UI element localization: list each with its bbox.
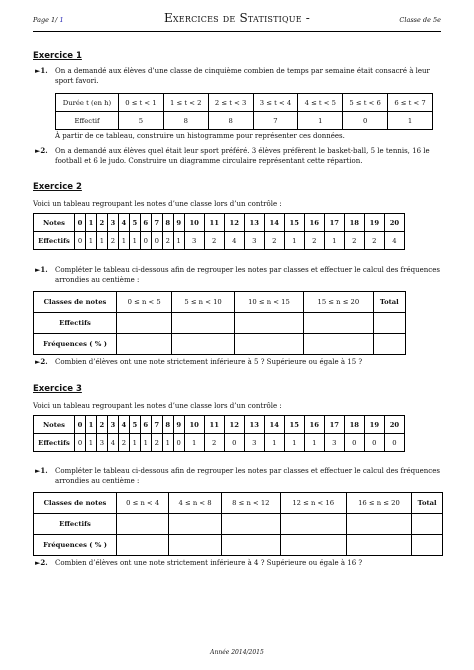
ex1-q1-text: On a demandé aux élèves d’une classe de cinquième combien de temps par semaine était consacré à leur sport favori.: [55, 67, 430, 85]
ex3-intro: Voici un tableau regroupant les notes d’une classe lors d’un contrôle :: [33, 402, 282, 410]
answer-cell[interactable]: [221, 535, 280, 556]
table-cell: 4: [118, 214, 129, 232]
table-cell: 1: [85, 214, 96, 232]
table-cell: 1: [284, 434, 304, 452]
table-header-cell: 16 ≤ n ≤ 20: [346, 493, 412, 514]
table-cell: 13: [244, 416, 264, 434]
table-cell: 1: [388, 112, 433, 130]
table-cell: 5: [119, 112, 164, 130]
table-cell: 7: [151, 214, 162, 232]
table-cell: 4: [118, 416, 129, 434]
table-cell: 3: [244, 434, 264, 452]
table-row: [34, 232, 405, 250]
ex1-effectif-row: [56, 112, 433, 130]
table-cell: 2: [304, 232, 324, 250]
table-cell: 11: [204, 416, 224, 434]
table-header-cell: 8 ≤ n < 12: [221, 493, 280, 514]
ex1-duration-table: [55, 93, 433, 130]
table-cell: 0: [75, 232, 86, 250]
table-cell: 2: [118, 434, 129, 452]
ex1-q1-marker: ►1.: [35, 66, 48, 75]
table-cell: 2: [107, 232, 118, 250]
table-cell: 1: [85, 416, 96, 434]
answer-cell[interactable]: [117, 535, 169, 556]
table-cell: 20: [384, 214, 404, 232]
table-row: [34, 334, 406, 355]
table-cell: 9: [173, 214, 184, 232]
table-cell: 2: [204, 434, 224, 452]
table-cell: 2: [162, 232, 173, 250]
table-cell: 1: [118, 232, 129, 250]
table-cell: 19: [364, 416, 384, 434]
table-cell: 5 ≤ t < 6: [343, 94, 388, 112]
table-cell: 2: [96, 416, 107, 434]
table-cell: 4 ≤ t < 5: [298, 94, 343, 112]
page-total-link[interactable]: 1: [59, 16, 64, 24]
ex3-q2-marker: ►2.: [35, 558, 48, 567]
table-header-cell: 15 ≤ n ≤ 20: [304, 292, 373, 313]
table-row: [34, 214, 405, 232]
table-cell: 1: [85, 232, 96, 250]
table-cell: 0: [140, 232, 151, 250]
table-cell: 1: [129, 232, 140, 250]
table-cell: 2: [364, 232, 384, 250]
table-header-row: [34, 292, 406, 313]
table-header-cell: 4 ≤ n < 8: [169, 493, 221, 514]
answer-cell[interactable]: [280, 535, 346, 556]
header-rule: [33, 31, 441, 32]
ex1-after-table-text: À partir de ce tableau, construire un histogramme pour représenter ces données.: [55, 132, 345, 140]
table-cell: 1: [324, 232, 344, 250]
row-label: Fréquences ( % ): [34, 535, 117, 556]
table-cell: 7: [151, 416, 162, 434]
table-cell: 5: [129, 214, 140, 232]
ex3-classes-table: [33, 492, 443, 556]
table-cell: 0 ≤ t < 1: [119, 94, 164, 112]
ex2-notes-table: [33, 213, 405, 250]
answer-cell[interactable]: [373, 313, 405, 334]
table-cell: 3: [107, 416, 118, 434]
table-cell: 15: [284, 214, 304, 232]
table-cell: 3: [96, 434, 107, 452]
answer-cell[interactable]: [234, 334, 303, 355]
document-title: Exercices de Statistique -: [163, 11, 311, 25]
ex2-q1-text: Compléter le tableau ci-dessous afin de regrouper les notes par classes et effectuer le calcul des fréquences arrondies au centième :: [55, 266, 440, 284]
table-cell: 8: [163, 112, 208, 130]
page-header: [33, 10, 441, 28]
table-cell: 0: [224, 434, 244, 452]
answer-cell[interactable]: [172, 334, 234, 355]
answer-cell[interactable]: [172, 313, 234, 334]
table-header-cell: 0 ≤ n < 5: [117, 292, 172, 313]
table-cell: 14: [264, 416, 284, 434]
table-cell: 6: [140, 214, 151, 232]
table-cell: 16: [304, 416, 324, 434]
table-cell: 18: [344, 214, 364, 232]
table-header-cell: 5 ≤ n < 10: [172, 292, 234, 313]
table-cell: 2: [151, 434, 162, 452]
answer-cell[interactable]: [117, 334, 172, 355]
ex1-q2-marker: ►2.: [35, 146, 48, 155]
answer-cell[interactable]: [304, 313, 373, 334]
table-cell: 3: [244, 232, 264, 250]
table-cell: 6: [140, 416, 151, 434]
table-header-cell: Total: [373, 292, 405, 313]
row-label: Effectifs: [34, 313, 117, 334]
ex2-q2-text: Combien d’élèves ont une note strictement inférieure à 5 ? Supérieure ou égale à 15 ?: [55, 358, 363, 366]
answer-cell[interactable]: [117, 514, 169, 535]
ex3-q1-marker: ►1.: [35, 466, 48, 475]
table-cell: 2: [344, 232, 364, 250]
answer-cell[interactable]: [117, 313, 172, 334]
answer-cell[interactable]: [234, 313, 303, 334]
table-cell: 3: [324, 434, 344, 452]
answer-cell[interactable]: [346, 535, 412, 556]
class-label: Classe de 5e: [399, 16, 441, 24]
table-cell: 2 ≤ t < 3: [208, 94, 253, 112]
table-cell: 15: [284, 416, 304, 434]
table-cell: 1: [184, 434, 204, 452]
table-row: [34, 313, 406, 334]
table-cell: 0: [75, 214, 86, 232]
table-cell: 1: [96, 232, 107, 250]
ex1-duration-row: [56, 94, 433, 112]
table-row: [34, 535, 443, 556]
ex3-q1-text: Compléter le tableau ci-dessous afin de regrouper les notes par classes et effectuer le calcul des fréquences arrondies au centième :: [55, 467, 440, 485]
table-cell: 4: [107, 434, 118, 452]
answer-cell[interactable]: [412, 514, 443, 535]
ex3-notes-table: [33, 415, 405, 452]
table-cell: 3: [184, 232, 204, 250]
table-cell: 0: [384, 434, 404, 452]
table-cell: 1: [284, 232, 304, 250]
table-cell: 19: [364, 214, 384, 232]
table-cell: 1: [162, 434, 173, 452]
table-cell: 2: [264, 232, 284, 250]
table-cell: 1: [298, 112, 343, 130]
table-cell: 2: [96, 214, 107, 232]
table-cell: 16: [304, 214, 324, 232]
table-cell: 1: [304, 434, 324, 452]
table-header-cell: 0 ≤ n < 4: [117, 493, 169, 514]
table-cell: 1: [264, 434, 284, 452]
table-cell: 6 ≤ t < 7: [388, 94, 433, 112]
table-cell: 4: [384, 232, 404, 250]
ex2-intro: Voici un tableau regroupant les notes d’une classe lors d’un contrôle :: [33, 200, 282, 208]
table-cell: 5: [129, 416, 140, 434]
table-cell: 10: [184, 214, 204, 232]
table-cell: 10: [184, 416, 204, 434]
table-cell: 0: [75, 434, 86, 452]
answer-cell[interactable]: [169, 514, 221, 535]
answer-cell[interactable]: [346, 514, 412, 535]
table-cell: Effectif: [56, 112, 119, 130]
ex2-q2-marker: ►2.: [35, 357, 48, 366]
table-cell: 17: [324, 214, 344, 232]
table-cell: 3: [107, 214, 118, 232]
table-header-cell: Classes de notes: [34, 493, 117, 514]
ex3-q2-text: Combien d’élèves ont une note strictement inférieure à 4 ? Supérieure ou égale à 16 ?: [55, 559, 363, 567]
table-row: [34, 434, 405, 452]
table-cell: 11: [204, 214, 224, 232]
table-cell: Effectifs: [34, 232, 75, 250]
answer-cell[interactable]: [304, 334, 373, 355]
table-cell: Durée t (en h): [56, 94, 119, 112]
table-cell: 0: [364, 434, 384, 452]
answer-cell[interactable]: [373, 334, 405, 355]
ex2-classes-table: [33, 291, 406, 355]
row-label: Fréquences ( % ): [34, 334, 117, 355]
table-cell: 1: [173, 232, 184, 250]
table-cell: 7: [253, 112, 298, 130]
exercise-1-heading: Exercice 1: [33, 51, 82, 61]
ex1-q2-text: On a demandé aux élèves quel était leur sport préféré. 3 élèves préfèrent le basket-ball, 5 le tennis, 16 le football et 6 le judo. Construire un diagramme circulaire représentant cette répartion.: [55, 147, 430, 165]
table-header-row: [34, 493, 443, 514]
table-row: [34, 416, 405, 434]
table-row: [34, 514, 443, 535]
table-cell: 0: [75, 416, 86, 434]
table-cell: Notes: [34, 416, 75, 434]
table-cell: 17: [324, 416, 344, 434]
answer-cell[interactable]: [280, 514, 346, 535]
table-cell: 0: [151, 232, 162, 250]
table-cell: 0: [173, 434, 184, 452]
exercise-3-heading: Exercice 3: [33, 384, 82, 394]
row-label: Effectifs: [34, 514, 117, 535]
table-cell: 0: [343, 112, 388, 130]
table-cell: 20: [384, 416, 404, 434]
table-cell: 1: [129, 434, 140, 452]
table-cell: Effectifs: [34, 434, 75, 452]
table-cell: 1 ≤ t < 2: [163, 94, 208, 112]
table-cell: 9: [173, 416, 184, 434]
table-cell: 2: [204, 232, 224, 250]
page-footer: Année 2014/2015: [210, 649, 264, 656]
table-cell: 8: [162, 214, 173, 232]
table-cell: Notes: [34, 214, 75, 232]
table-header-cell: 12 ≤ n < 16: [280, 493, 346, 514]
table-cell: 1: [140, 434, 151, 452]
table-cell: 8: [162, 416, 173, 434]
answer-cell[interactable]: [221, 514, 280, 535]
table-cell: 12: [224, 416, 244, 434]
table-cell: 18: [344, 416, 364, 434]
table-cell: 13: [244, 214, 264, 232]
table-cell: 0: [344, 434, 364, 452]
exercise-2-heading: Exercice 2: [33, 182, 82, 192]
table-cell: 3 ≤ t < 4: [253, 94, 298, 112]
page-number: Page 1/ 1: [33, 16, 64, 24]
answer-cell[interactable]: [169, 535, 221, 556]
table-header-cell: 10 ≤ n < 15: [234, 292, 303, 313]
table-cell: 14: [264, 214, 284, 232]
ex2-q1-marker: ►1.: [35, 265, 48, 274]
table-cell: 4: [224, 232, 244, 250]
table-header-cell: Classes de notes: [34, 292, 117, 313]
table-cell: 12: [224, 214, 244, 232]
answer-cell[interactable]: [412, 535, 443, 556]
table-header-cell: Total: [412, 493, 443, 514]
table-cell: 8: [208, 112, 253, 130]
table-cell: 1: [85, 434, 96, 452]
